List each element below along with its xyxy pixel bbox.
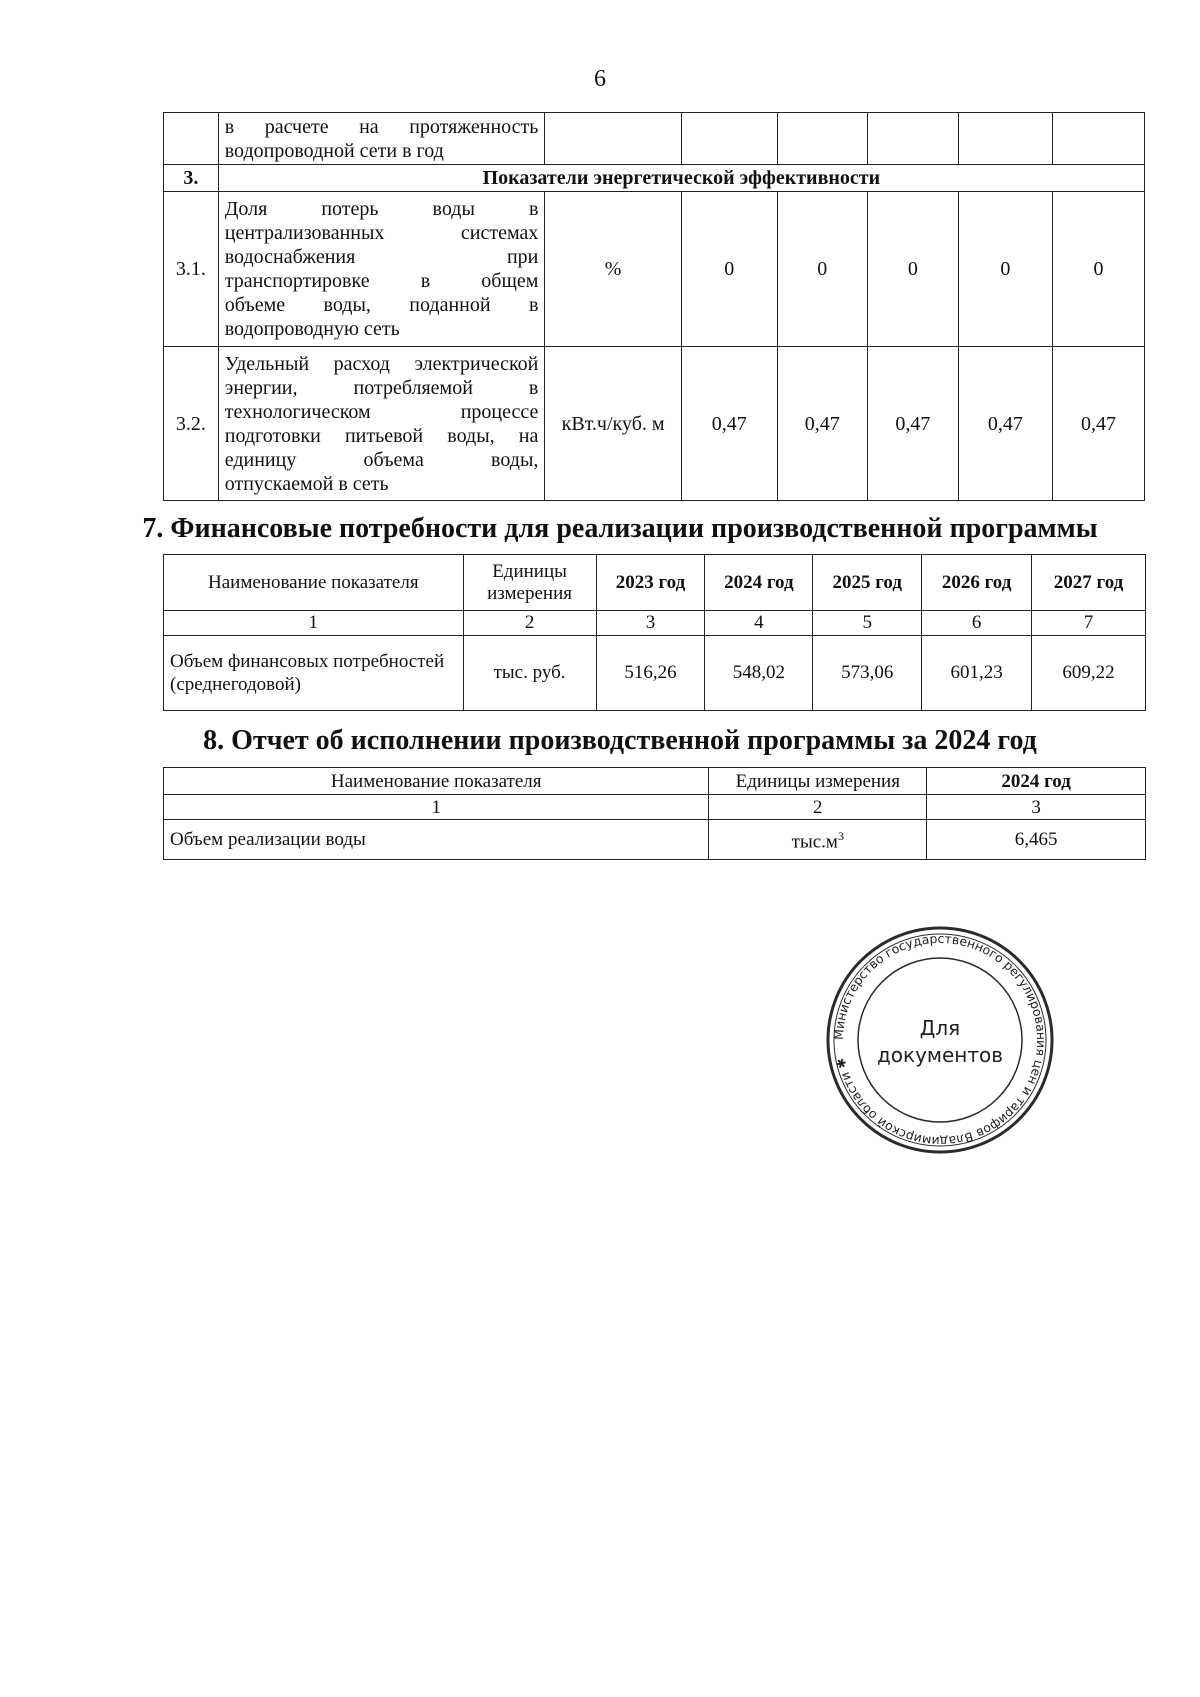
- value-cell: 0: [777, 192, 867, 347]
- value-cell: 0,47: [958, 347, 1052, 501]
- column-index: 7: [1032, 611, 1146, 636]
- unit-superscript: 3: [837, 829, 844, 844]
- value-cell: [777, 113, 867, 165]
- indicator-name-line: отпускаемой в сеть: [224, 472, 389, 495]
- column-header: 2025 год: [813, 555, 922, 611]
- column-header: Единицы измерения: [709, 768, 927, 795]
- value-cell: 0,47: [1052, 347, 1144, 501]
- indicator-name-cell: Объем реализации воды: [164, 820, 709, 860]
- unit-cell: [545, 113, 681, 165]
- table-row: [164, 113, 1145, 165]
- column-header: 2024 год: [705, 555, 813, 611]
- table-row: [164, 192, 1145, 347]
- column-header: 2024 год: [927, 768, 1146, 795]
- value-cell: 6,465: [927, 820, 1146, 860]
- stamp-outer-ring: [828, 928, 1052, 1152]
- column-index-row: [164, 795, 1146, 820]
- indicator-name-line: Доля потерь воды в: [224, 198, 539, 220]
- value-cell: [1052, 113, 1144, 165]
- value-cell: [867, 113, 958, 165]
- stamp-center-line-1: Для: [919, 1016, 961, 1040]
- value-cell: 601,23: [922, 636, 1032, 711]
- section-title-cell: Показатели энергетической эффективности: [218, 165, 1144, 192]
- stamp-center-line-2: документов: [876, 1043, 1004, 1067]
- column-index: 2: [463, 611, 596, 636]
- column-index-row: [164, 611, 1146, 636]
- value-cell: 0: [681, 192, 777, 347]
- value-cell: 0: [867, 192, 958, 347]
- stamp-inner-ring: [858, 958, 1022, 1122]
- indicator-name-cell: [218, 192, 545, 347]
- column-header: Единицы измерения: [463, 555, 596, 611]
- table-row: [164, 636, 1146, 711]
- column-index: 3: [596, 611, 705, 636]
- unit-cell: [709, 820, 927, 860]
- section-8-title: 8. Отчет об исполнении производственной программы за 2024 год: [203, 725, 1037, 756]
- row-number-cell: 3.1.: [164, 192, 219, 347]
- indicator-name-line: водоснабжения при: [224, 246, 539, 268]
- column-header: 2023 год: [596, 555, 705, 611]
- indicator-name-line: энергии, потребляемой в: [224, 376, 539, 399]
- section-7-title: 7. Финансовые потребности для реализации производственной программы: [142, 513, 1098, 544]
- section-row: [164, 165, 1145, 192]
- value-cell: [958, 113, 1052, 165]
- table-header-row: [164, 555, 1146, 611]
- indicator-name-cell: [218, 113, 545, 165]
- stamp-ring-text: Министерство государственного регулирования цен и тарифов Владимирской области ✱: [830, 930, 1050, 1150]
- indicator-name-line: единицу объема воды,: [224, 448, 539, 471]
- indicator-name-cell: [218, 347, 545, 501]
- column-index: 4: [705, 611, 813, 636]
- indicator-name-line: водопроводную сеть: [224, 318, 400, 340]
- unit-cell: тыс. руб.: [463, 636, 596, 711]
- section-number-cell: 3.: [164, 165, 219, 192]
- column-header: Наименование показателя: [164, 555, 464, 611]
- indicator-name-line: в расчете на протяженность: [224, 115, 539, 138]
- indicator-name-line: технологическом процессе: [224, 400, 539, 423]
- unit-cell: %: [545, 192, 681, 347]
- table-row: [164, 347, 1145, 501]
- indicator-name-line: транспортировке в общем: [224, 270, 539, 292]
- unit-cell: кВт.ч/куб. м: [545, 347, 681, 501]
- value-cell: 0,47: [681, 347, 777, 501]
- page-number: 6: [594, 66, 606, 92]
- row-number-cell: 3.2.: [164, 347, 219, 501]
- value-cell: 0: [958, 192, 1052, 347]
- indicator-name-line: Удельный расход электрической: [224, 352, 539, 375]
- column-index: 5: [813, 611, 922, 636]
- indicator-name-line: водопроводной сети в год: [224, 139, 444, 162]
- financial-needs-table: [163, 554, 1146, 711]
- column-header: 2027 год: [1032, 555, 1146, 611]
- value-cell: [681, 113, 777, 165]
- value-cell: 573,06: [813, 636, 922, 711]
- indicator-name-line: объеме воды, поданной в: [224, 294, 539, 316]
- column-header: Наименование показателя: [164, 768, 709, 795]
- indicator-name-line: централизованных системах: [224, 222, 539, 244]
- column-index: 3: [927, 795, 1146, 820]
- value-cell: 0,47: [777, 347, 867, 501]
- column-index: 1: [164, 611, 464, 636]
- column-index: 1: [164, 795, 709, 820]
- ministry-stamp: [825, 925, 1055, 1155]
- value-cell: 0,47: [867, 347, 958, 501]
- column-header: 2026 год: [922, 555, 1032, 611]
- program-report-table: [163, 767, 1146, 860]
- row-number-cell: [164, 113, 219, 165]
- value-cell: 548,02: [705, 636, 813, 711]
- column-index: 2: [709, 795, 927, 820]
- indicator-name-line: подготовки питьевой воды, на: [224, 424, 539, 447]
- unit-text: тыс.м: [791, 831, 838, 853]
- energy-efficiency-table: [163, 112, 1145, 501]
- value-cell: 0: [1052, 192, 1144, 347]
- column-index: 6: [922, 611, 1032, 636]
- value-cell: 609,22: [1032, 636, 1146, 711]
- value-cell: 516,26: [596, 636, 705, 711]
- table-header-row: [164, 768, 1146, 795]
- table-row: [164, 820, 1146, 860]
- indicator-name-cell: Объем финансовых потребностей (среднегодовой): [164, 636, 464, 711]
